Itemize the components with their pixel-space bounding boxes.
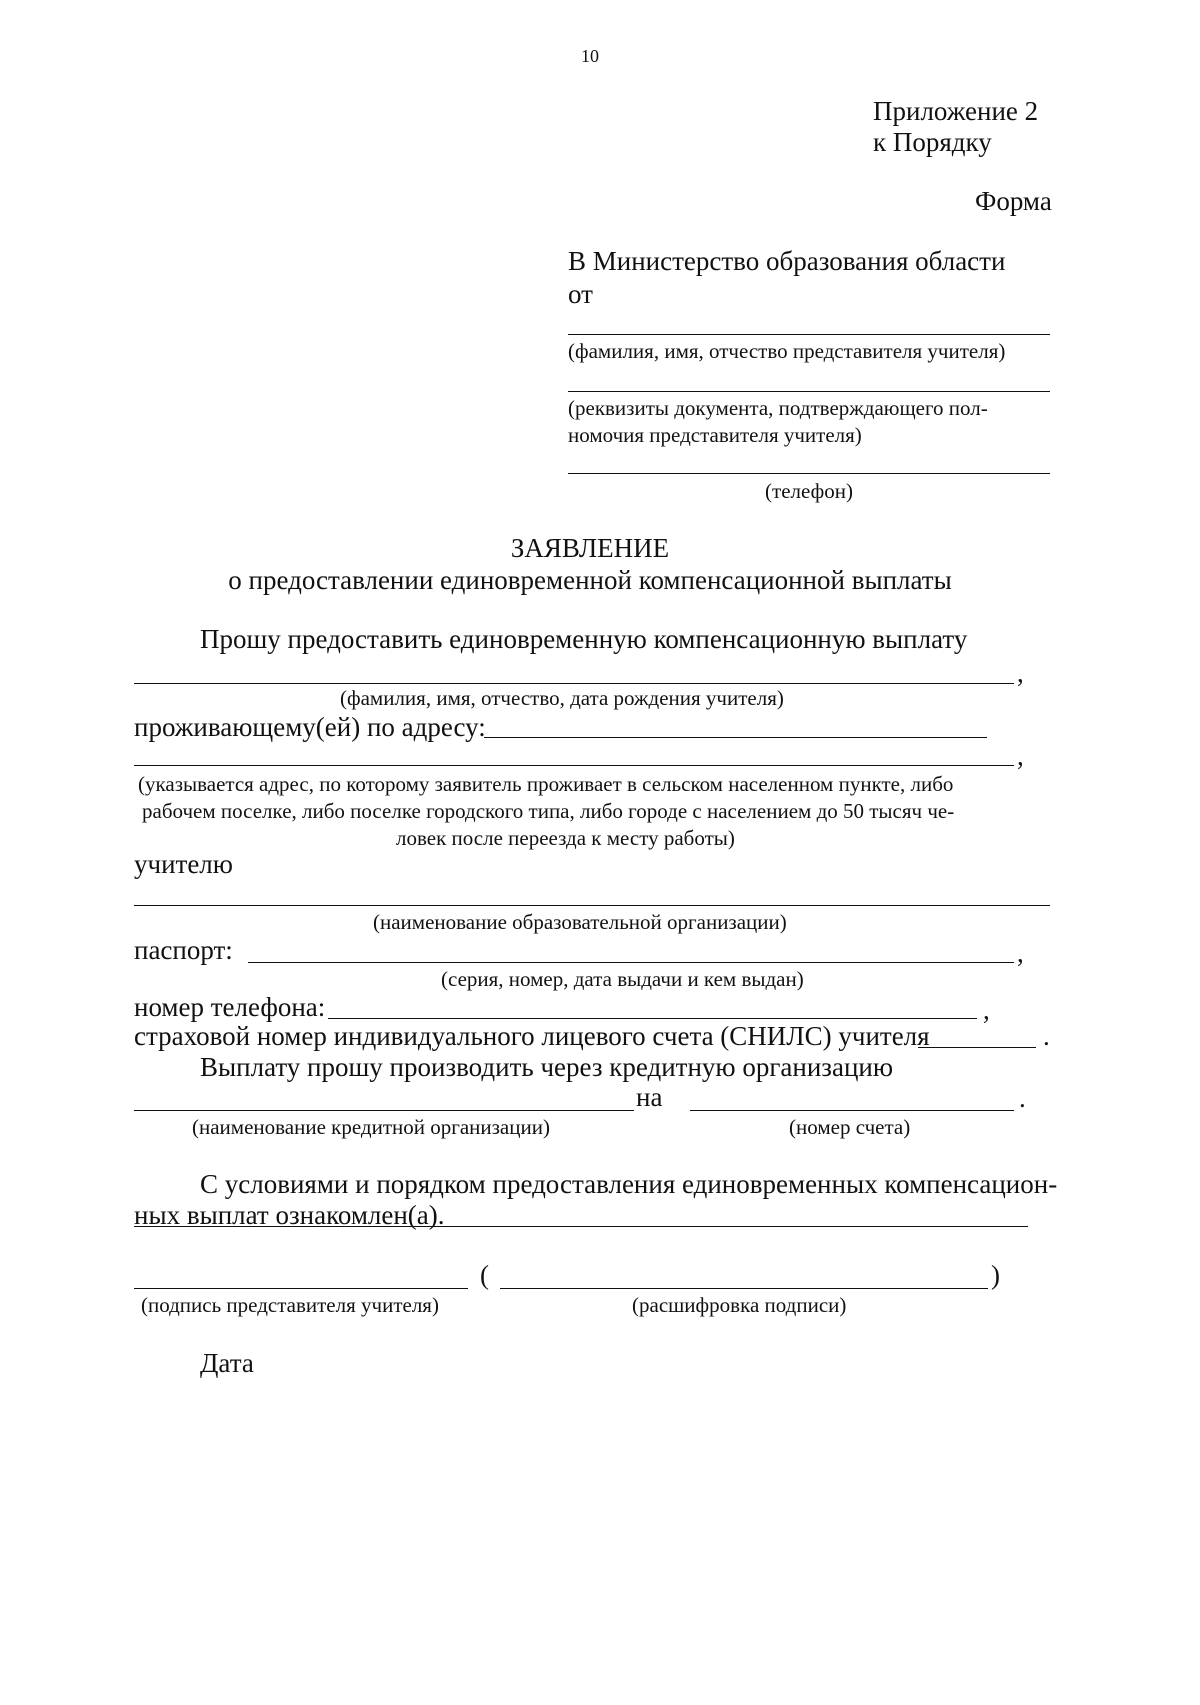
caption-bank-name: (наименование кредитной организации): [192, 1115, 550, 1139]
terms-underline: [134, 1226, 1028, 1227]
caption-address-1: (указывается адрес, по которому заявитель проживает в сельском населенном пункте, либо: [138, 772, 954, 796]
organization-line[interactable]: [134, 905, 1050, 906]
passport-line[interactable]: [248, 962, 1014, 963]
caption-representative-name: (фамилия, имя, отчество представителя учителя): [568, 339, 1006, 363]
caption-teacher-name: (фамилия, имя, отчество, дата рождения учителя): [340, 686, 784, 710]
snils-label: страховой номер индивидуального лицевого счета (СНИЛС) учителя: [134, 1021, 930, 1051]
teacher-label: учителю: [134, 849, 233, 879]
snils-period: .: [1043, 1021, 1050, 1051]
addressee-from: от: [568, 279, 593, 309]
signature-line[interactable]: [134, 1288, 468, 1289]
date-label: Дата: [200, 1348, 254, 1378]
appendix-label: Приложение 2: [873, 96, 1039, 126]
terms-text-2: ных выплат ознакомлен(а).: [134, 1200, 445, 1230]
addressee-ministry: В Министерство образования области: [568, 246, 1006, 276]
address-line-comma: ,: [1017, 741, 1024, 771]
caption-document-line-1: (реквизиты документа, подтверждающего пол-: [568, 396, 988, 420]
snils-line[interactable]: [918, 1047, 1036, 1048]
terms-text-1: С условиями и порядком предоставления единовременных компенсацион-: [200, 1169, 1058, 1199]
bank-name-line[interactable]: [134, 1110, 634, 1111]
phone-line-comma: ,: [983, 995, 990, 1025]
caption-passport: (серия, номер, дата выдачи и кем выдан): [441, 967, 804, 991]
order-reference: к Порядку: [873, 127, 992, 157]
address-line-2[interactable]: [134, 765, 1014, 766]
account-period: .: [1019, 1083, 1026, 1113]
phone-line[interactable]: [328, 1018, 977, 1019]
teacher-line-comma: ,: [1017, 658, 1024, 688]
document-title: ЗАЯВЛЕНИЕ: [510, 533, 670, 563]
address-line-1[interactable]: [484, 737, 987, 738]
document-subtitle: о предоставлении единовременной компенсационной выплаты: [228, 565, 952, 595]
representative-phone-line[interactable]: [568, 473, 1050, 474]
passport-line-comma: ,: [1017, 938, 1024, 968]
caption-phone: (телефон): [765, 479, 853, 503]
account-number-line[interactable]: [690, 1110, 1014, 1111]
on-label: на: [636, 1082, 663, 1112]
residing-label: проживающему(ей) по адресу:: [134, 712, 486, 742]
paren-close: ): [991, 1260, 1000, 1290]
caption-organization: (наименование образовательной организации): [373, 910, 787, 934]
teacher-name-line[interactable]: [134, 683, 1014, 684]
payment-text: Выплату прошу производить через кредитную организацию: [200, 1052, 894, 1082]
caption-document-line-2: номочия представителя учителя): [568, 423, 862, 447]
passport-label: паспорт:: [134, 935, 233, 965]
page-number: 10: [581, 46, 599, 66]
caption-signature: (подпись представителя учителя): [141, 1293, 439, 1317]
caption-account-number: (номер счета): [789, 1115, 911, 1139]
phone-label: номер телефона:: [134, 992, 326, 1022]
signature-decode-line[interactable]: [500, 1288, 988, 1289]
form-label: Форма: [975, 186, 1052, 216]
representative-document-line[interactable]: [568, 391, 1050, 392]
caption-address-2: рабочем поселке, либо поселке городского типа, либо городе с населением до 50 тысяч че-: [142, 799, 955, 823]
representative-name-line[interactable]: [568, 334, 1050, 335]
caption-address-3: ловек после переезда к месту работы): [396, 826, 735, 850]
request-text: Прошу предоставить единовременную компенсационную выплату: [200, 624, 968, 654]
caption-signature-decode: (расшифровка подписи): [632, 1293, 847, 1317]
paren-open: (: [480, 1260, 489, 1290]
